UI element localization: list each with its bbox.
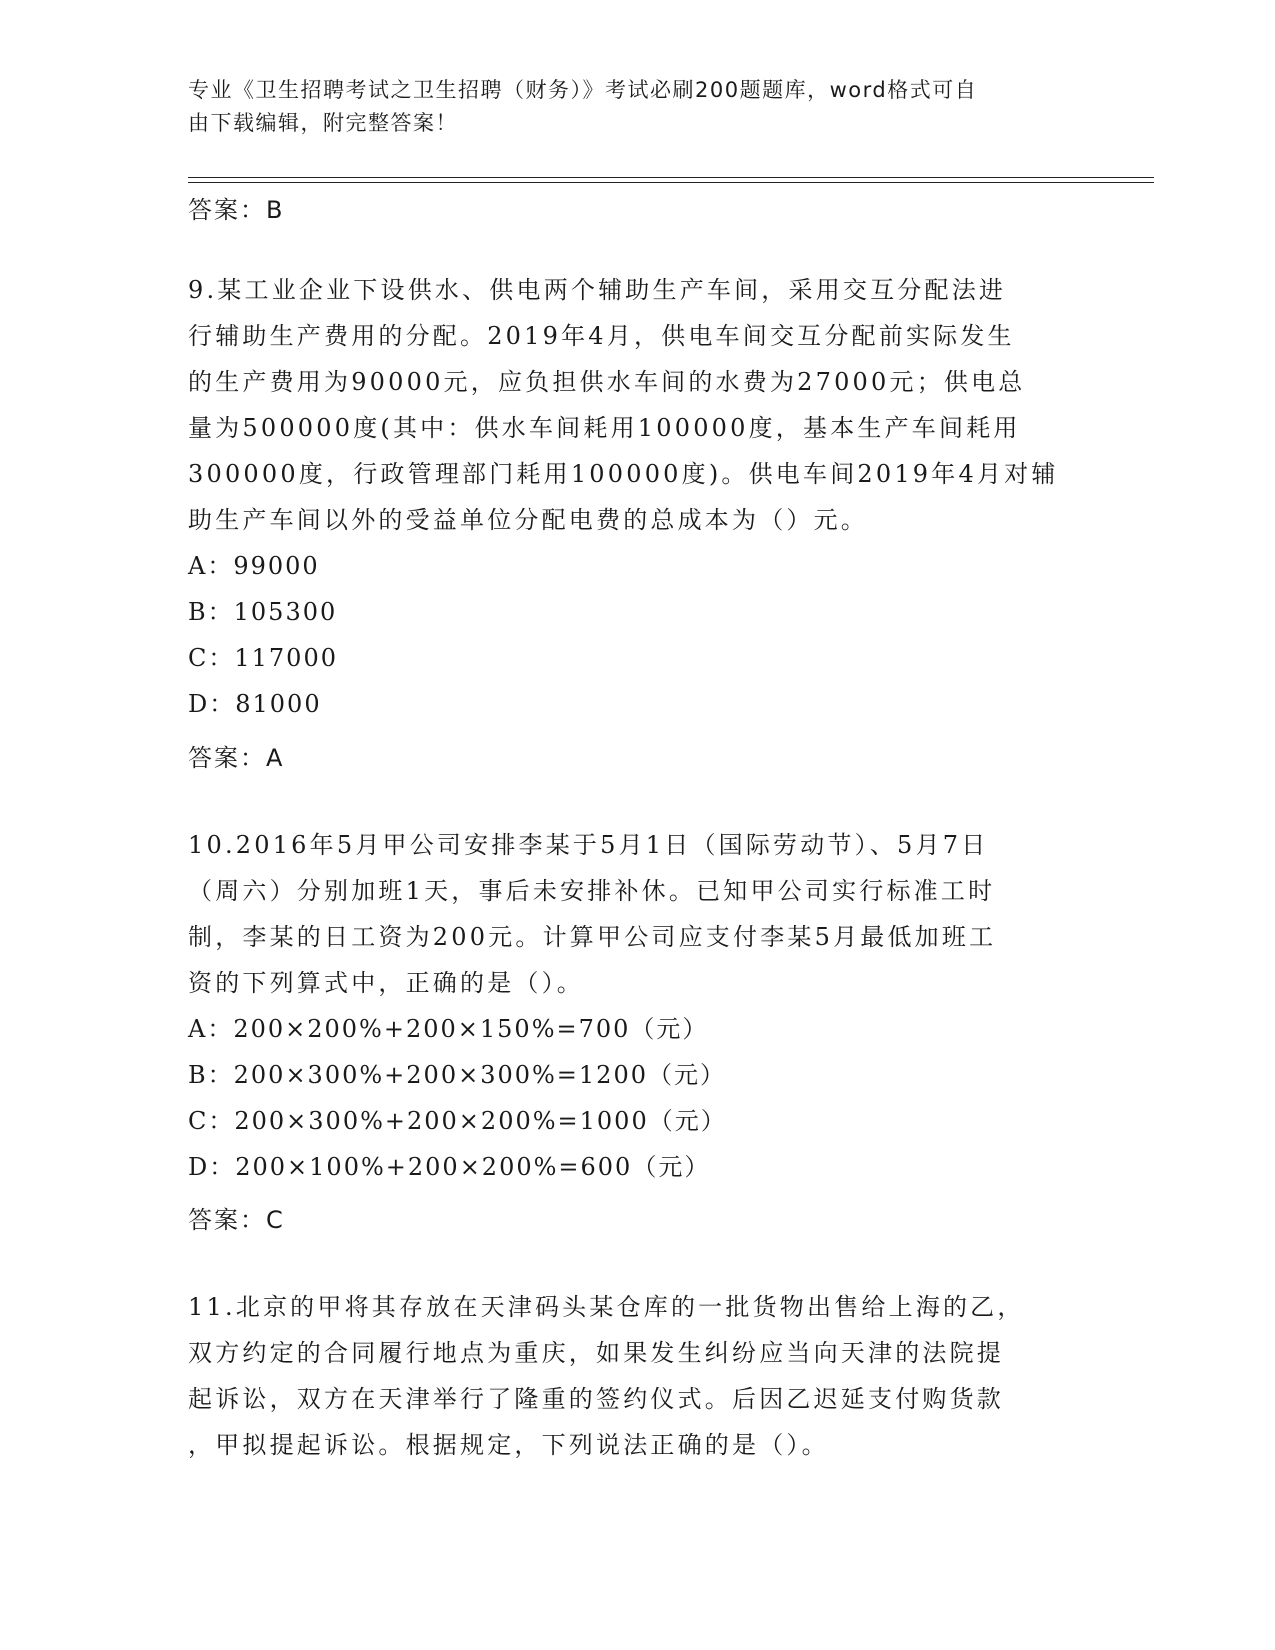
option-d: D：200×100%+200×200%=600（元）	[188, 1153, 711, 1181]
page-header	[188, 74, 1068, 140]
question-stem-line: 的生产费用为90000元，应负担供水车间的水费为27000元；供电总	[188, 368, 1026, 396]
previous-answer: 答案：B	[188, 196, 285, 224]
question-stem-line: 行辅助生产费用的分配。2019年4月，供电车间交互分配前实际发生	[188, 322, 1015, 350]
question-stem-line: 11.北京的甲将其存放在天津码头某仓库的一批货物出售给上海的乙，	[188, 1293, 1025, 1321]
header-line-2: 由下载编辑，附完整答案！	[188, 111, 458, 135]
option-c: C：117000	[188, 644, 338, 672]
question-stem-line: 双方约定的合同履行地点为重庆，如果发生纠纷应当向天津的法院提	[188, 1339, 1004, 1367]
question-11	[188, 1284, 1088, 1468]
question-9	[188, 267, 1088, 727]
answer-10: 答案：C	[188, 1206, 285, 1234]
option-b: B：105300	[188, 598, 338, 626]
option-c: C：200×300%+200×200%=1000（元）	[188, 1107, 727, 1135]
header-line-1: 专业《卫生招聘考试之卫生招聘（财务）》考试必刷200题题库，word格式可自	[188, 78, 978, 102]
answer-9: 答案：A	[188, 744, 285, 772]
question-stem-line: 300000度，行政管理部门耗用100000度)。供电车间2019年4月对辅	[188, 460, 1059, 488]
question-stem-line: 9.某工业企业下设供水、供电两个辅助生产车间，采用交互分配法进	[188, 276, 1007, 304]
question-stem-line: 10.2016年5月甲公司安排李某于5月1日（国际劳动节）、5月7日	[188, 831, 989, 859]
option-a: A：200×200%+200×150%=700（元）	[188, 1015, 709, 1043]
question-stem-line: 资的下列算式中，正确的是（）。	[188, 969, 584, 997]
question-stem-line: 量为500000度(其中：供水车间耗用100000度，基本生产车间耗用	[188, 414, 1021, 442]
question-stem-line: ，甲拟提起诉讼。根据规定，下列说法正确的是（）。	[188, 1431, 829, 1459]
question-10	[188, 822, 1088, 1190]
option-a: A：99000	[188, 552, 320, 580]
header-divider-double	[188, 182, 1154, 183]
question-stem-line: 制，李某的日工资为200元。计算甲公司应支付李某5月最低加班工	[188, 923, 997, 951]
question-stem-line: 起诉讼，双方在天津举行了隆重的签约仪式。后因乙迟延支付购货款	[188, 1385, 1004, 1413]
option-b: B：200×300%+200×300%=1200（元）	[188, 1061, 726, 1089]
question-stem-line: （周六）分别加班1天，事后未安排补休。已知甲公司实行标准工时	[188, 877, 996, 905]
option-d: D：81000	[188, 690, 322, 718]
header-divider	[188, 177, 1154, 178]
question-stem-line: 助生产车间以外的受益单位分配电费的总成本为（）元。	[188, 506, 868, 534]
